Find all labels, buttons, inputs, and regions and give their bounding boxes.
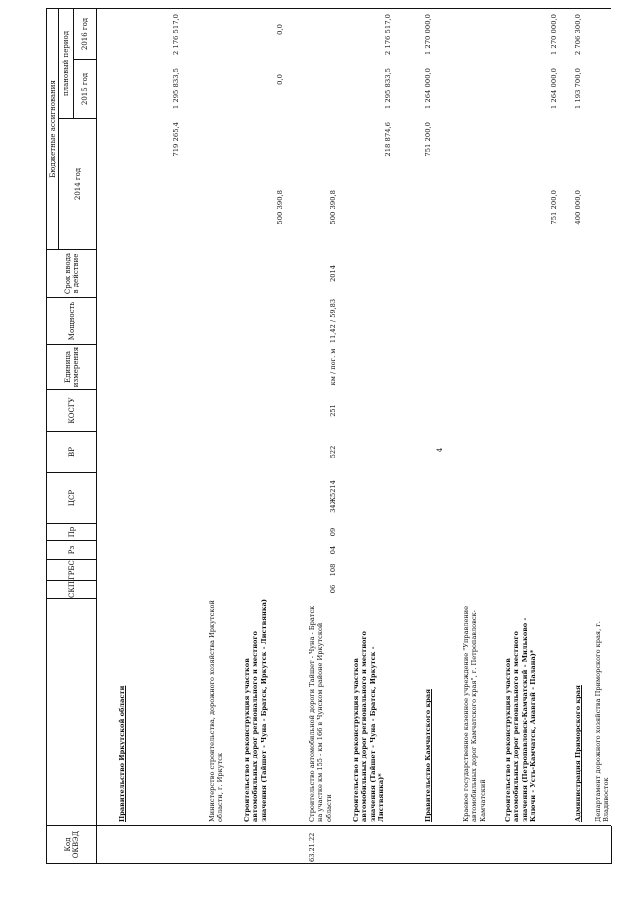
header-capacity: Мощность [67,301,76,341]
row-org-primorye-2014: 400 000,0 [574,190,582,225]
row-program-irkutsk-star-2015: 1 295 833,5 [384,68,392,110]
row-object-vr: 522 [329,445,337,459]
header-bottom-line [96,8,97,864]
row-object-name: Строительство автомобильной дороги Тайшет - Чуна - Братск на участке км 155 - км 166 в Чунском районе Иркутской области [308,605,333,822]
header-vr: ВР [67,447,76,457]
row-program-irkutsk-2016: 0,0 [276,24,284,35]
header-term: Срок ввода в действие [63,252,80,295]
row-object-okved: 63.21.22 [308,832,316,862]
row-object-grbs: 108 [329,563,337,577]
row-org-kamchatka-2014: 751 200,0 [424,122,432,157]
row-object-capacity: 11,42 / 59,83 [329,298,337,344]
header-unit: Единица измерения [63,346,80,388]
row-program-kamchatka-2014: 751 200,0 [550,190,558,225]
row-program-irkutsk-star-2016: 2 176 517,0 [384,14,392,56]
row-object-csr: 34Ж5214 [329,480,337,513]
row-program-irkutsk-name: Строительство и реконструкция участков автомобильных дорог регионального и местного значения (Тайшет - Чуна - Братск, Иркутск - Листвянка) [243,598,268,822]
row-object-2014: 500 390,8 [329,190,337,225]
col-line-okved [46,825,611,826]
row-org-primorye-2016: 2 706 300,0 [574,14,582,56]
row-object-kosgu: 251 [329,404,337,417]
header-okved: Код ОКВЭД [63,830,80,859]
header-2016: 2016 год [81,17,89,51]
row-ministry-irkutsk-name: Министерство строительства, дорожного хозяйства Иркутской области, г. Иркутск [208,600,225,822]
budget-table-sheet [46,8,611,864]
header-2015: 2015 год [81,72,89,106]
row-department-primorye-name: Департамент дорожного хозяйства Приморского края, г. Владивосток [594,621,611,822]
header-plan: плановый период [62,30,70,97]
header-rz: Рз [67,545,76,555]
row-program-irkutsk-2015: 0,0 [276,74,284,85]
row-program-kamchatka-2016: 1 270 000,0 [550,14,558,56]
row-program-irkutsk-star-name: Строительство и реконструкция участков автомобильных дорог регионального и местного значения (Тайшет - Чуна - Братск, Иркутск - Листвянка)* [352,631,386,822]
row-org-irkutsk-2015: 1 295 833,5 [172,68,180,110]
row-object-skp: 06 [329,584,337,594]
header-2014: 2014 год [73,167,82,201]
row-org-irkutsk-name: Правительство Иркутской области [118,685,126,822]
table-border-bottom [611,826,612,864]
row-program-irkutsk-star-2014: 218 874,6 [384,122,392,157]
row-org-kamchatka-2016: 1 270 000,0 [424,14,432,56]
table-border-left [46,863,611,864]
header-csr: ЦСР [67,489,76,507]
row-program-kamchatka-2015: 1 264 000,0 [550,68,558,110]
row-object-unit: км / пог. м [329,348,337,386]
page-number: 4 [436,447,445,453]
row-org-kamchatka-2015: 1 264 000,0 [424,68,432,110]
row-org-irkutsk-2014: 719 265,4 [172,122,180,157]
row-org-primorye-name: Администрация Приморского края [574,685,582,822]
row-org-primorye-2015: 1 193 700,0 [574,68,582,110]
header-skp: СКП [67,581,76,598]
row-program-irkutsk-2014: 500 390,8 [276,190,284,225]
header-budget: Бюджетные ассигнования [48,80,57,178]
header-name [47,599,96,825]
table-border-right [46,8,611,9]
row-object-rz: 04 [329,545,337,555]
row-agency-kamchatka-name: Краевое государственное казенное учреждение "Управление автомобильных дорог Камчатского края", г. Петропавловск-Камчатский [462,605,487,822]
row-object-term: 2014 [329,265,337,282]
header-pr: Пр [67,526,76,538]
row-org-kamchatka-name: Правительство Камчатского края [424,689,432,822]
header-grbs: ГРБС [67,560,76,580]
header-kosgu: КОСГУ [67,397,76,424]
row-org-irkutsk-2016: 2 176 517,0 [172,14,180,56]
row-program-kamchatka-name: Строительство и реконструкция участков автомобильных дорог регионального и местного значения (Петропавловск-Камчатский - Мильково - Ключи - Усть-Камчатск, Анавгай - Палана)* [504,617,538,822]
row-object-pr: 09 [329,527,337,537]
